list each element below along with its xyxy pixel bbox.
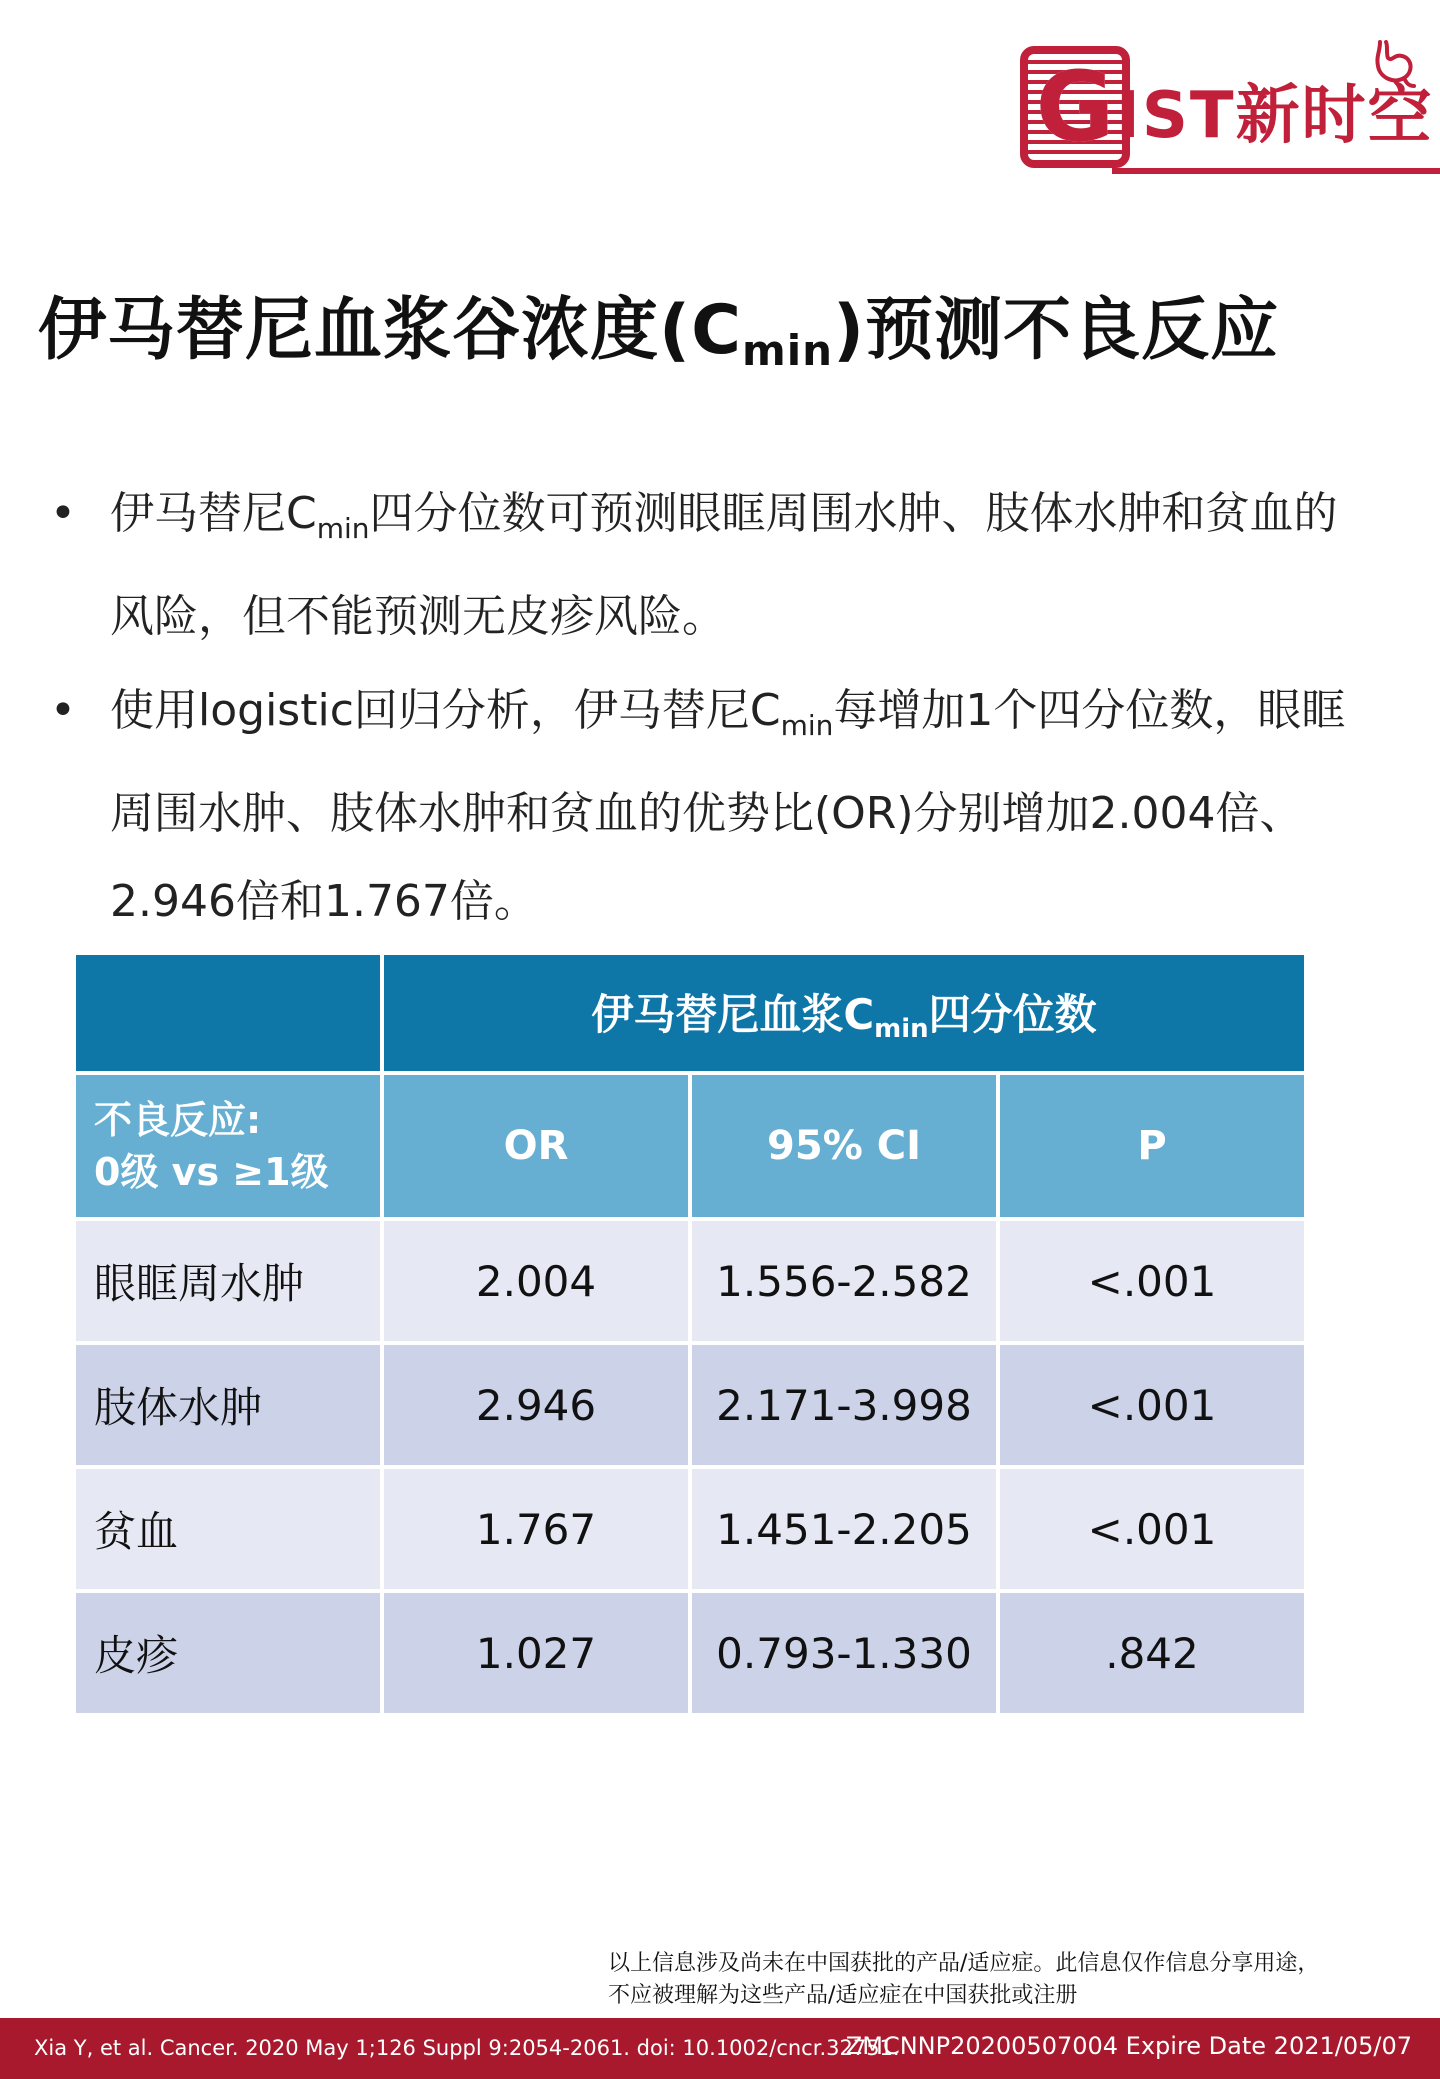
bullet-item (50, 667, 1380, 946)
bullet-text-part: 每增加1个四分位数，眼眶周围水肿、肢体水肿和贫血的优势比(OR)分别增加2.004倍、2.946倍和1.767倍。 (110, 685, 1346, 927)
bullet-subscript: min (780, 709, 834, 742)
gist-logo (1020, 38, 1434, 178)
page-title (38, 276, 1279, 375)
table-corner-cell (76, 955, 380, 1071)
cell-or: 2.946 (384, 1345, 688, 1465)
cell-or: 1.767 (384, 1469, 688, 1589)
group-header-text: 伊马替尼血浆C (591, 990, 875, 1039)
row-header-line2: 0级 vs ≥1级 (94, 1150, 329, 1194)
disclaimer-line2: 不应被理解为这些产品/适应症在中国获批或注册 (608, 1983, 1078, 2008)
cell-p: .842 (1000, 1593, 1304, 1713)
bullet-text-part: 四分位数可预测眼眶周围水肿、肢体水肿和贫血的风险，但不能预测无皮疹风险。 (110, 488, 1338, 642)
table-row (76, 1345, 1304, 1465)
bullet-text-part: 伊马替尼C (110, 488, 317, 539)
title-subscript: min (741, 326, 834, 375)
row-header-label (76, 1075, 380, 1217)
row-label: 肢体水肿 (76, 1345, 380, 1465)
cell-ci: 1.556-2.582 (692, 1221, 996, 1341)
column-header-ci: 95% CI (692, 1075, 996, 1217)
cell-ci: 2.171-3.998 (692, 1345, 996, 1465)
bullet-dot: • (50, 488, 76, 539)
group-header-subscript: min (874, 1014, 929, 1044)
row-label: 皮疹 (76, 1593, 380, 1713)
logo-text: IST新时空 (1112, 68, 1440, 174)
stomach-icon (1370, 38, 1418, 90)
disclaimer-line1: 以上信息涉及尚未在中国获批的产品/适应症。此信息仅作信息分享用途， (608, 1951, 1320, 1976)
group-header-text-end: 四分位数 (928, 990, 1097, 1039)
footer-bar (0, 2018, 1440, 2079)
title-main: 伊马替尼血浆谷浓度(C (38, 291, 742, 370)
cell-p: <.001 (1000, 1221, 1304, 1341)
document-code: ZMCNNP20200507004 Expire Date 2021/05/07 (845, 2032, 1412, 2060)
column-header-or: OR (384, 1075, 688, 1217)
disclaimer (608, 1948, 1408, 2012)
table-group-header (384, 955, 1304, 1071)
bullet-item (50, 470, 1380, 661)
cell-or: 2.004 (384, 1221, 688, 1341)
table-row (76, 1593, 1304, 1713)
logo-g-letter: G (1035, 51, 1115, 163)
column-header-p: P (1000, 1075, 1304, 1217)
row-label: 眼眶周水肿 (76, 1221, 380, 1341)
cell-or: 1.027 (384, 1593, 688, 1713)
table-row (76, 1221, 1304, 1341)
bullet-dot: • (50, 685, 76, 736)
row-header-line1: 不良反应: (94, 1098, 262, 1142)
results-table (76, 955, 1312, 1713)
table-row (76, 1469, 1304, 1589)
title-end: )预测不良反应 (833, 291, 1280, 370)
cell-ci: 0.793-1.330 (692, 1593, 996, 1713)
row-label: 贫血 (76, 1469, 380, 1589)
cell-p: <.001 (1000, 1345, 1304, 1465)
cell-p: <.001 (1000, 1469, 1304, 1589)
citation: Xia Y, et al. Cancer. 2020 May 1;126 Suppl 9:2054-2061. doi: 10.1002/cncr.32751. (34, 2036, 900, 2060)
bullet-subscript: min (316, 512, 370, 545)
bullet-list (50, 470, 1380, 946)
cell-ci: 1.451-2.205 (692, 1469, 996, 1589)
bullet-text-part: 使用logistic回归分析，伊马替尼C (110, 685, 781, 736)
